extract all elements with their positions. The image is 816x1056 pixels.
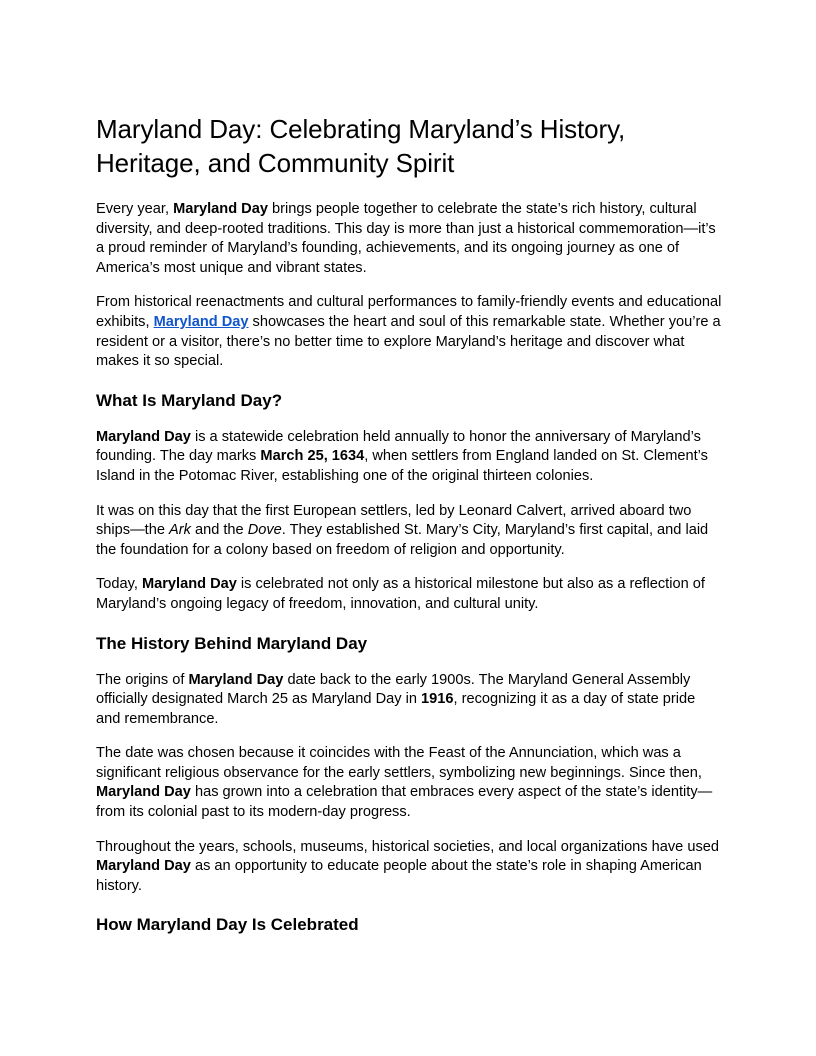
text-run: and the: [190, 522, 248, 539]
text-run: brings people together to celebrate the state’s rich history, cultural diversity, and deep-rooted traditions. This day is more than just a historical commemoration—it’s a proud reminder of Maryland’s founding, achievements, and its ongoing journey as one of America’s most unique and vibrant states.: [96, 201, 716, 276]
bold-date: March 25, 1634: [260, 448, 365, 465]
text-run: The date was chosen because it coincides with the Feast of the Annunciation, which was a significant religious observance for the early settlers, symbolizing new beginnings. Since then,: [96, 745, 702, 781]
text-run: is a statewide celebration held annually to honor the anniversary of Maryland’s founding. The day marks: [96, 428, 701, 465]
text-run: From historical reenactments and cultural performances to family-friendly events and educational exhibits,: [96, 294, 722, 330]
text-run: . They established St. Mary’s City, Maryland’s first capital, and laid the foundation for a colony based on freedom of religion and opportunity.: [96, 522, 709, 558]
bold-text: Maryland Day: [141, 576, 237, 593]
text-run: , when settlers from England landed on St. Clement’s Island in the Potomac River, establishing one of the original thirteen colonies.: [96, 448, 708, 484]
section-heading-history: The History Behind Maryland Day: [96, 633, 368, 653]
document-title: Maryland Day: Celebrating Maryland’s History, Heritage, and Community Spirit: [96, 114, 626, 178]
text-run: The origins of: [96, 671, 189, 688]
section1-paragraph-2: [96, 502, 722, 561]
text-run: as an opportunity to educate people about the state’s role in shaping American history.: [96, 858, 702, 894]
bold-text: Maryland Day: [188, 671, 284, 688]
section1-paragraph-1: [96, 428, 722, 487]
section-heading-what-is: What Is Maryland Day?: [96, 390, 283, 410]
text-run: It was on this day that the first European settlers, led by Leonard Calvert, arrived aboard two ships—the: [96, 502, 692, 539]
section2-paragraph-1: [96, 671, 722, 730]
text-run: showcases the heart and soul of this remarkable state. Whether you’re a resident or a visitor, there’s no better time to explore Maryland’s heritage and discover what makes it so special.: [96, 313, 721, 370]
text-run: has grown into a celebration that embraces every aspect of the state’s identity—from its colonial past to its modern-day progress.: [96, 784, 713, 821]
bold-text: Maryland Day: [96, 428, 191, 445]
section2-paragraph-3: [96, 838, 722, 897]
bold-text: Maryland Day: [96, 858, 191, 875]
section2-paragraph-2: [96, 744, 722, 822]
italic-ship-name: Ark: [169, 522, 191, 539]
intro-paragraph-2: [96, 293, 722, 371]
bold-year: 1916: [421, 691, 454, 708]
text-run: date back to the early 1900s. The Maryland General Assembly officially designated March 25 as Maryland Day in: [96, 671, 691, 708]
document-page: [96, 112, 722, 952]
text-run: Every year,: [96, 201, 174, 217]
text-run: , recognizing it as a day of state pride and remembrance.: [96, 691, 696, 727]
text-run: Today,: [96, 576, 142, 593]
section-heading-celebrated: How Maryland Day Is Celebrated: [96, 915, 359, 935]
maryland-day-link[interactable]: Maryland Day: [153, 313, 249, 330]
text-run: is celebrated not only as a historical milestone but also as a reflection of Maryland’s ongoing legacy of freedom, innovation, and cultural unity.: [96, 576, 705, 612]
bold-text: Maryland Day: [96, 784, 191, 801]
text-run: Throughout the years, schools, museums, historical societies, and local organizations have used: [96, 838, 719, 855]
italic-ship-name: Dove: [247, 522, 282, 539]
bold-text: Maryland Day: [173, 201, 268, 217]
section1-paragraph-3: [96, 575, 722, 614]
intro-paragraph-1: [96, 200, 722, 278]
